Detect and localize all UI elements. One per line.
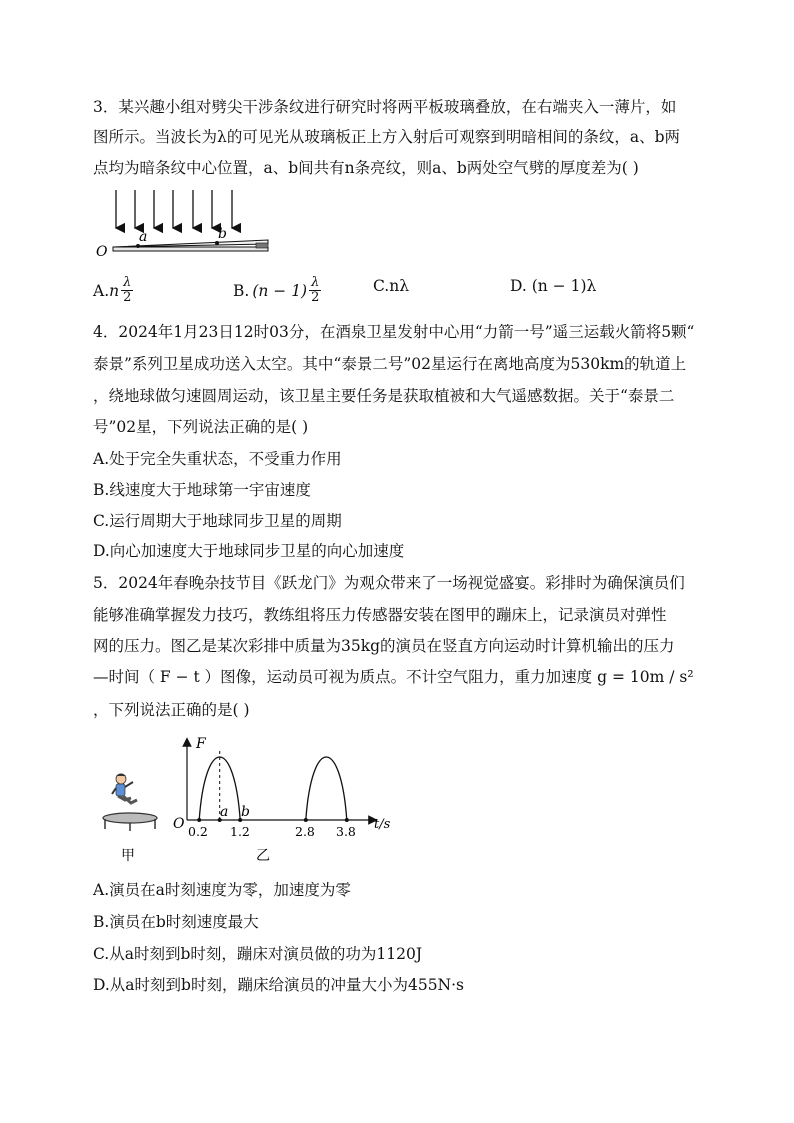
point-a-label: a: [220, 804, 229, 820]
q3-option-b[interactable]: B. (n − 1) $\frac{\lambda}{2}$: [233, 275, 320, 305]
q5-stem-line1: 5．2024年春晚杂技节目《跃龙门》为观众带来了一场视觉盛宴。彩排时为确保演员们: [93, 574, 685, 592]
incident-light-arrows: [116, 190, 232, 228]
label-a: a: [139, 229, 148, 245]
q4-option-c[interactable]: C.运行周期大于地球同步卫星的周期: [93, 512, 342, 530]
force-curve-second: [306, 757, 347, 820]
t-axis-label: t/s: [374, 817, 391, 832]
q5-option-b[interactable]: B.演员在b时刻速度最大: [93, 913, 259, 931]
q4-stem-line4: 号”02星，下列说法正确的是( ): [93, 418, 309, 436]
trampoline-figure: [103, 813, 157, 831]
q3-option-c[interactable]: C.nλ: [373, 277, 410, 295]
fraction: $\frac{\lambda}{2}$: [123, 275, 132, 305]
q4-option-a[interactable]: A.处于完全失重状态，不受重力作用: [93, 450, 342, 468]
label-o: O: [96, 244, 108, 260]
origin-label: O: [173, 816, 185, 832]
tick-label-0-2: 0.2: [188, 824, 208, 839]
thin-sheet: [256, 243, 268, 248]
q5-stem-line2: 能够准确掌握发力技巧，教练组将压力传感器安装在图甲的蹦床上，记录演员对弹性: [93, 606, 667, 624]
q3-stem-line1: 3．某兴趣小组对劈尖干涉条纹进行研究时将两平板玻璃叠放，在右端夹入一薄片，如: [93, 98, 677, 116]
q5-option-c[interactable]: C.从a时刻到b时刻，蹦床对演员做的功为1120J: [93, 945, 423, 963]
f-axis-label: F: [196, 736, 206, 752]
fraction: $\frac{\lambda}{2}$: [311, 275, 320, 305]
q5-option-d[interactable]: D.从a时刻到b时刻，蹦床给演员的冲量大小为455N·s: [93, 976, 464, 994]
q4-stem-line2: 泰景”系列卫星成功送入太空。其中“泰景二号”02星运行在离地高度为530km的轨道上: [93, 355, 687, 373]
tick-label-2-8: 2.8: [295, 824, 315, 839]
q5-figure: [93, 732, 403, 872]
q4-option-d[interactable]: D.向心加速度大于地球同步卫星的向心加速度: [93, 542, 405, 560]
q5-option-a[interactable]: A.演员在a时刻速度为零，加速度为零: [93, 881, 351, 899]
q3-wedge-figure: [93, 186, 283, 262]
q3-stem-line3: 点均为暗条纹中心位置，a、b间共有n条亮纹，则a、b两处空气劈的厚度差为( ): [93, 159, 639, 177]
q4-stem-line1: 4．2024年1月23日12时03分，在酒泉卫星发射中心用“力箭一号”遥三运载火箭将5颗“: [93, 323, 695, 341]
q5-stem-line3: 网的压力。图乙是某次彩排中质量为35kg的演员在竖直方向运动时计算机输出的压力: [93, 637, 675, 655]
tick-label-1-2: 1.2: [230, 824, 250, 839]
q5-stem-line4: —时间（ F − t ）图像，运动员可视为质点。不计空气阻力，重力加速度 g = 10m / s²: [93, 668, 694, 686]
performer-figure: [112, 774, 137, 804]
q5-stem-line5: ，下列说法正确的是( ): [93, 701, 250, 719]
tick-label-3-8: 3.8: [336, 824, 356, 839]
label-jia: 甲: [121, 848, 135, 864]
trampoline-net: [103, 813, 157, 823]
q3-option-a[interactable]: A. n $\frac{\lambda}{2}$: [93, 275, 132, 305]
point-b-label: b: [241, 804, 250, 820]
bottom-glass-plate: [113, 247, 268, 251]
q4-option-b[interactable]: B.线速度大于地球第一宇宙速度: [93, 481, 311, 499]
q4-stem-line3: ，绕地球做匀速圆周运动，该卫星主要任务是获取植被和大气遥感数据。关于“泰景二: [93, 387, 675, 405]
label-b: b: [218, 226, 227, 242]
label-yi: 乙: [256, 848, 270, 864]
q3-stem-line2: 图所示。当波长为λ的可见光从玻璃板正上方入射后可观察到明暗相间的条纹，a、b两: [93, 128, 680, 146]
performer-body: [116, 784, 125, 796]
q3-option-d[interactable]: D. (n − 1)λ: [510, 277, 597, 295]
